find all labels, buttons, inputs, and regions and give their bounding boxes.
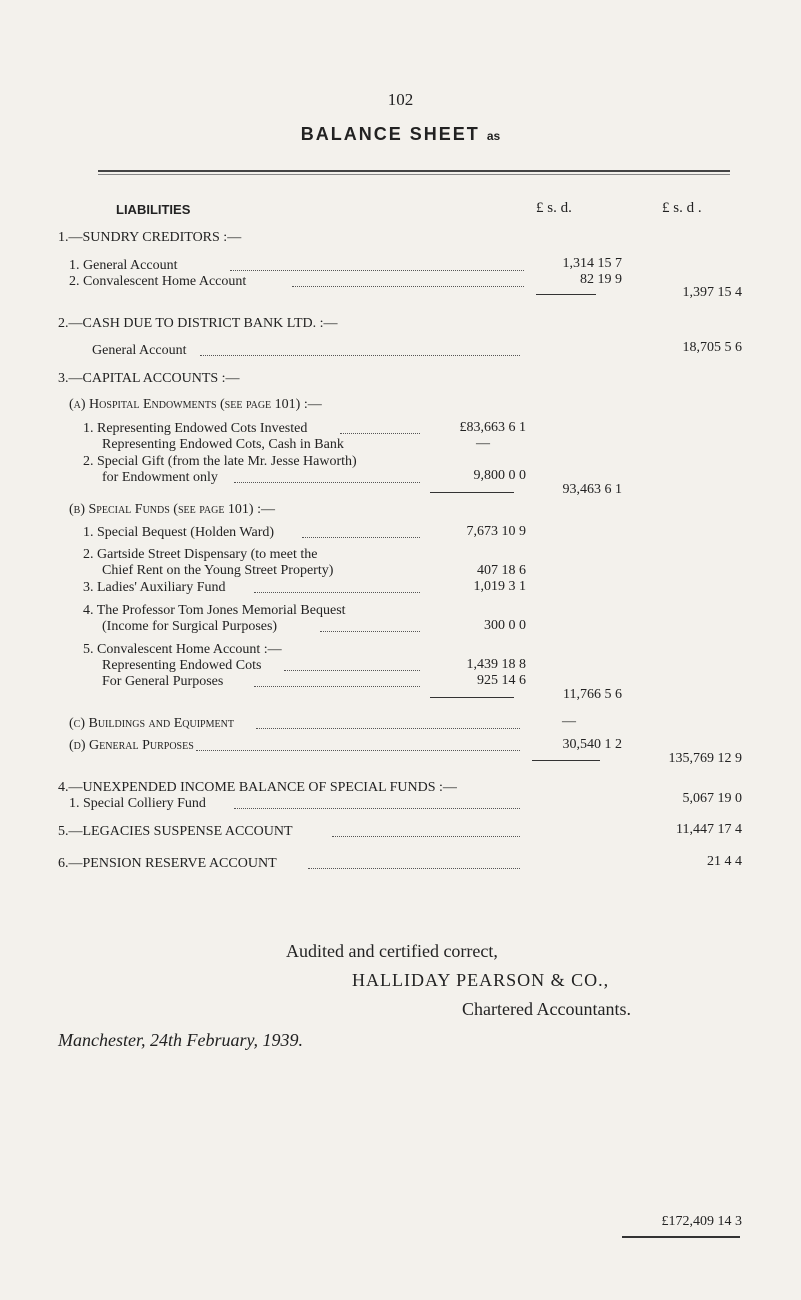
s3-b-item-4: 4. The Professor Tom Jones Memorial Bequest bbox=[83, 603, 346, 618]
s3-a-heading: (a) Hospital Endowments (see page 101) :— bbox=[69, 397, 322, 412]
grand-total: £172,409 14 3 bbox=[661, 1214, 742, 1229]
s3-a-total: 93,463 6 1 bbox=[562, 482, 622, 497]
s3-b-item-1: 1. Special Bequest (Holden Ward) bbox=[83, 525, 275, 540]
audit-line-2: HALLIDAY PEARSON & CO., bbox=[352, 970, 610, 990]
s3-a-item-1b: Representing Endowed Cots, Cash in Bank bbox=[102, 437, 344, 452]
audit-line-1: Audited and certified correct, bbox=[286, 941, 498, 961]
s3-b-item-4-amount: 300 0 0 bbox=[484, 618, 526, 633]
leader-dots bbox=[340, 433, 420, 434]
col2-heading: £ s. d . bbox=[662, 200, 702, 216]
page-number: 102 bbox=[387, 90, 414, 109]
s3-a-item-1: 1. Representing Endowed Cots Invested bbox=[83, 421, 308, 436]
s3-b-item-3: 3. Ladies' Auxiliary Fund bbox=[83, 580, 226, 595]
s1-item-1-amount: 1,314 15 7 bbox=[562, 256, 622, 271]
s3-d-amount: 30,540 1 2 bbox=[562, 737, 622, 752]
s4-item-1: 1. Special Colliery Fund bbox=[69, 796, 206, 811]
s3-b-item-5a-amount: 1,439 18 8 bbox=[466, 657, 526, 672]
leader-dots bbox=[302, 537, 420, 538]
leader-dots bbox=[284, 670, 420, 671]
s2-total: 18,705 5 6 bbox=[682, 340, 742, 355]
subtotal-rule bbox=[536, 294, 596, 295]
s3-b-item-5: 5. Convalescent Home Account :— bbox=[83, 642, 282, 657]
section-5-heading: 5.—LEGACIES SUSPENSE ACCOUNT bbox=[58, 824, 293, 839]
s4-total: 5,067 19 0 bbox=[682, 791, 742, 806]
leader-dots bbox=[230, 270, 524, 271]
s3-b-item-5a: Representing Endowed Cots bbox=[102, 658, 262, 673]
s3-a-item-2b: for Endowment only bbox=[102, 470, 218, 485]
subtotal-rule bbox=[430, 697, 514, 698]
leader-dots bbox=[234, 808, 520, 809]
header-rule bbox=[98, 170, 730, 172]
leader-dots bbox=[254, 686, 420, 687]
s1-item-2: 2. Convalescent Home Account bbox=[69, 274, 247, 289]
title-main: BALANCE SHEET bbox=[300, 124, 480, 144]
s3-b-total: 11,766 5 6 bbox=[563, 687, 622, 702]
leader-dots bbox=[234, 482, 420, 483]
leader-dots bbox=[320, 631, 420, 632]
s5-total: 11,447 17 4 bbox=[676, 822, 742, 837]
leader-dots bbox=[254, 592, 420, 593]
s3-a-item-1-amount: £83,663 6 1 bbox=[459, 420, 526, 435]
grand-total-rule bbox=[622, 1236, 740, 1238]
audit-line-3: Chartered Accountants. bbox=[462, 999, 631, 1019]
s3-b-item-5b: For General Purposes bbox=[102, 674, 224, 689]
s3-a-item-2: 2. Special Gift (from the late Mr. Jesse Haworth) bbox=[83, 454, 357, 469]
s1-total: 1,397 15 4 bbox=[682, 285, 742, 300]
leader-dots bbox=[292, 286, 524, 287]
s2-item-1: General Account bbox=[92, 343, 187, 358]
leader-dots bbox=[332, 836, 520, 837]
col1-heading: £ s. d. bbox=[536, 200, 572, 216]
leader-dots bbox=[200, 355, 520, 356]
s1-item-1: 1. General Account bbox=[69, 258, 178, 273]
s3-b-item-1-amount: 7,673 10 9 bbox=[466, 524, 526, 539]
section-2-heading: 2.—CASH DUE TO DISTRICT BANK LTD. :— bbox=[58, 316, 338, 331]
section-1-heading: 1.—SUNDRY CREDITORS :— bbox=[58, 230, 242, 245]
section-4-heading: 4.—UNEXPENDED INCOME BALANCE OF SPECIAL FUNDS :— bbox=[58, 780, 457, 795]
s3-total: 135,769 12 9 bbox=[668, 751, 742, 766]
title-suffix: as bbox=[486, 129, 501, 143]
subtotal-rule bbox=[430, 492, 514, 493]
header-rule-thin bbox=[98, 174, 730, 175]
section-3-heading: 3.—CAPITAL ACCOUNTS :— bbox=[58, 371, 240, 386]
s3-c: (c) Buildings and Equipment bbox=[69, 716, 234, 731]
page-title bbox=[0, 124, 801, 145]
leader-dots bbox=[256, 728, 520, 729]
s6-total: 21 4 4 bbox=[707, 854, 742, 869]
section-6-heading: 6.—PENSION RESERVE ACCOUNT bbox=[58, 856, 277, 871]
s3-b-item-2: 2. Gartside Street Dispensary (to meet the bbox=[83, 547, 318, 562]
leader-dots bbox=[196, 750, 520, 751]
place-date: Manchester, 24th February, 1939. bbox=[58, 1030, 303, 1050]
s3-c-amount: — bbox=[562, 714, 576, 729]
leader-dots bbox=[308, 868, 520, 869]
s3-b-item-3-amount: 1,019 3 1 bbox=[473, 579, 526, 594]
subtotal-rule bbox=[532, 760, 600, 761]
s1-item-2-amount: 82 19 9 bbox=[580, 272, 622, 287]
s3-b-item-4b: (Income for Surgical Purposes) bbox=[102, 619, 278, 634]
s3-a-item-1b-amount: — bbox=[476, 436, 490, 451]
s3-b-item-2-amount: 407 18 6 bbox=[477, 563, 526, 578]
s3-d: (d) General Purposes bbox=[69, 738, 194, 753]
s3-a-item-2-amount: 9,800 0 0 bbox=[473, 468, 526, 483]
s3-b-item-2b: Chief Rent on the Young Street Property) bbox=[102, 563, 334, 578]
liabilities-heading: LIABILITIES bbox=[116, 202, 191, 217]
s3-b-item-5b-amount: 925 14 6 bbox=[477, 673, 526, 688]
s3-b-heading: (b) Special Funds (see page 101) :— bbox=[69, 502, 275, 517]
